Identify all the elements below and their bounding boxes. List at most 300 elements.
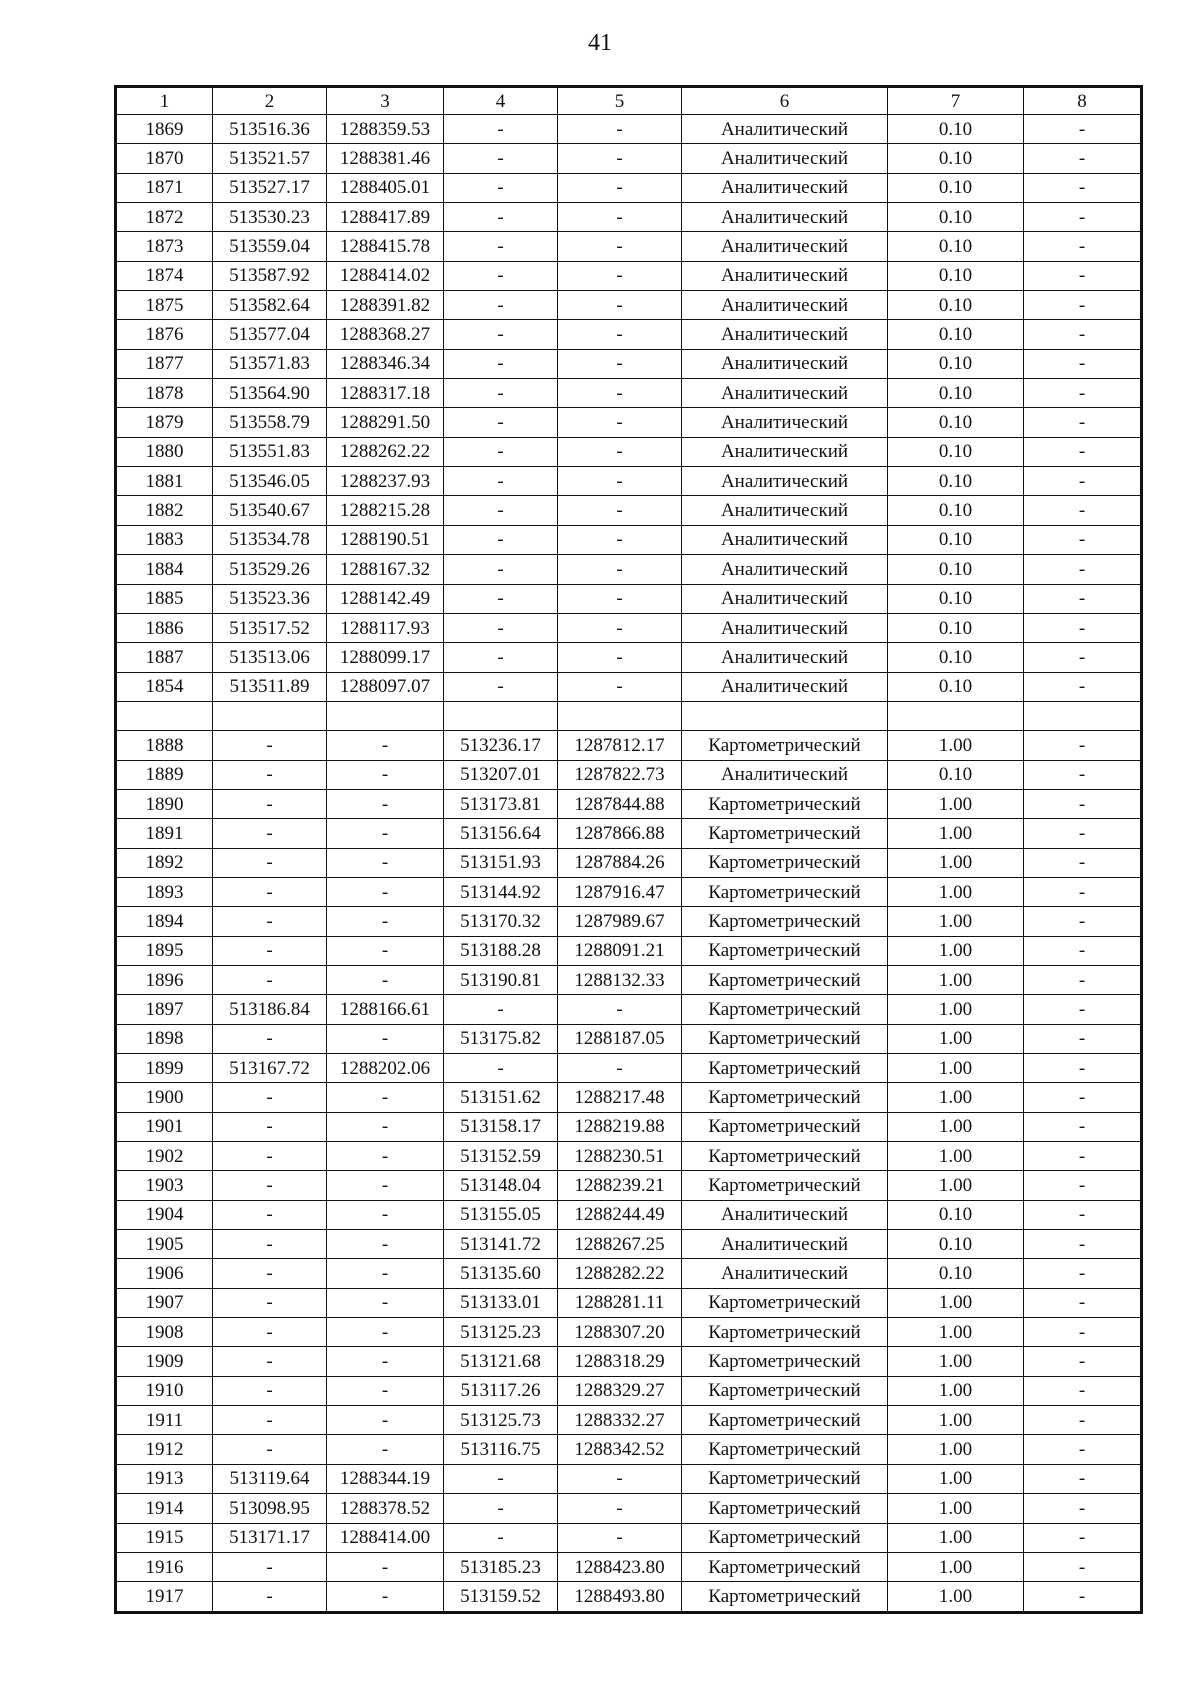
table-cell-col-4: - bbox=[444, 555, 558, 584]
table-row bbox=[116, 555, 1142, 584]
table-cell-col-1: 1873 bbox=[116, 232, 213, 261]
table-cell-col-5: 1287822.73 bbox=[558, 760, 682, 789]
table-cell-col-3: - bbox=[327, 1259, 444, 1288]
table-cell-col-2: 513098.95 bbox=[213, 1494, 327, 1523]
column-header-6: 6 bbox=[682, 87, 888, 115]
table-cell-col-4: - bbox=[444, 173, 558, 202]
table-cell-col-5: - bbox=[558, 408, 682, 437]
table-cell-col-4: 513190.81 bbox=[444, 965, 558, 994]
table-row bbox=[116, 1552, 1142, 1581]
table-cell-col-8: - bbox=[1024, 848, 1142, 877]
table-cell-col-6: Картометрический bbox=[682, 1435, 888, 1464]
table-cell-col-4: 513133.01 bbox=[444, 1288, 558, 1317]
table-cell-col-4: - bbox=[444, 613, 558, 642]
table-cell-col-4: - bbox=[444, 496, 558, 525]
table-cell-col-4: 513188.28 bbox=[444, 936, 558, 965]
table-cell-col-3: 1288097.07 bbox=[327, 672, 444, 701]
table-cell-col-2: - bbox=[213, 1318, 327, 1347]
table-cell-col-4: 513152.59 bbox=[444, 1142, 558, 1171]
table-cell-col-8: - bbox=[1024, 731, 1142, 760]
table-cell-col-2: 513530.23 bbox=[213, 203, 327, 232]
table-cell-col-4: 513144.92 bbox=[444, 877, 558, 906]
table-cell-col-3: 1288167.32 bbox=[327, 555, 444, 584]
table-cell-col-5: 1287884.26 bbox=[558, 848, 682, 877]
table-cell-col-7: 0.10 bbox=[888, 467, 1024, 496]
table-row bbox=[116, 437, 1142, 466]
table-cell-col-6: Аналитический bbox=[682, 525, 888, 554]
table-cell-col-4: 513159.52 bbox=[444, 1582, 558, 1612]
table-cell-col-5: - bbox=[558, 144, 682, 173]
table-cell-col-2: 513540.67 bbox=[213, 496, 327, 525]
table-cell-col-3: - bbox=[327, 1376, 444, 1405]
table-cell-col-5: 1287866.88 bbox=[558, 819, 682, 848]
table-cell-col-3 bbox=[327, 701, 444, 730]
table-row bbox=[116, 672, 1142, 701]
table-cell-col-1: 1885 bbox=[116, 584, 213, 613]
table-cell-col-4: - bbox=[444, 437, 558, 466]
table-cell-col-8: - bbox=[1024, 1376, 1142, 1405]
table-cell-col-1: 1876 bbox=[116, 320, 213, 349]
table-cell-col-5: 1288281.11 bbox=[558, 1288, 682, 1317]
table-cell-col-5: - bbox=[558, 525, 682, 554]
table-cell-col-8 bbox=[1024, 701, 1142, 730]
table-cell-col-2: 513186.84 bbox=[213, 995, 327, 1024]
table-row bbox=[116, 936, 1142, 965]
table-cell-col-4: 513135.60 bbox=[444, 1259, 558, 1288]
table-cell-col-8: - bbox=[1024, 819, 1142, 848]
table-cell-col-3: - bbox=[327, 1435, 444, 1464]
table-cell-col-4: 513148.04 bbox=[444, 1171, 558, 1200]
table-cell-col-1: 1902 bbox=[116, 1142, 213, 1171]
table-row bbox=[116, 379, 1142, 408]
table-cell-col-4: - bbox=[444, 144, 558, 173]
table-row bbox=[116, 144, 1142, 173]
table-row bbox=[116, 701, 1142, 730]
table-row bbox=[116, 1200, 1142, 1229]
table-cell-col-7: 1.00 bbox=[888, 1171, 1024, 1200]
table-cell-col-3: - bbox=[327, 1582, 444, 1612]
table-row bbox=[116, 232, 1142, 261]
table-row bbox=[116, 261, 1142, 290]
table-cell-col-3: 1288346.34 bbox=[327, 349, 444, 378]
table-cell-col-7: 0.10 bbox=[888, 672, 1024, 701]
table-cell-col-3: - bbox=[327, 760, 444, 789]
table-cell-col-7: 0.10 bbox=[888, 1200, 1024, 1229]
table-row bbox=[116, 1582, 1142, 1612]
table-cell-col-8: - bbox=[1024, 1259, 1142, 1288]
table-cell-col-8: - bbox=[1024, 349, 1142, 378]
table-cell-col-8: - bbox=[1024, 437, 1142, 466]
table-row bbox=[116, 115, 1142, 144]
table-cell-col-7: 0.10 bbox=[888, 261, 1024, 290]
table-cell-col-8: - bbox=[1024, 760, 1142, 789]
table-cell-col-6: Картометрический bbox=[682, 1142, 888, 1171]
table-row bbox=[116, 1494, 1142, 1523]
table-cell-col-3: - bbox=[327, 848, 444, 877]
table-cell-col-2: 513119.64 bbox=[213, 1464, 327, 1493]
table-cell-col-2: 513534.78 bbox=[213, 525, 327, 554]
table-cell-col-7: 1.00 bbox=[888, 1494, 1024, 1523]
table-cell-col-8: - bbox=[1024, 408, 1142, 437]
table-cell-col-4: - bbox=[444, 115, 558, 144]
table-cell-col-7: 1.00 bbox=[888, 1112, 1024, 1141]
table-cell-col-8: - bbox=[1024, 203, 1142, 232]
table-cell-col-3: 1288117.93 bbox=[327, 613, 444, 642]
table-cell-col-6: Картометрический bbox=[682, 1406, 888, 1435]
table-cell-col-2: 513171.17 bbox=[213, 1523, 327, 1552]
table-cell-col-5: 1288423.80 bbox=[558, 1552, 682, 1581]
table-cell-col-4: - bbox=[444, 1523, 558, 1552]
table-cell-col-7: 1.00 bbox=[888, 819, 1024, 848]
table-cell-col-3: - bbox=[327, 1552, 444, 1581]
table-cell-col-2 bbox=[213, 701, 327, 730]
table-row bbox=[116, 643, 1142, 672]
table-cell-col-2: - bbox=[213, 877, 327, 906]
table-cell-col-3: 1288405.01 bbox=[327, 173, 444, 202]
table-cell-col-1: 1882 bbox=[116, 496, 213, 525]
table-cell-col-2: 513529.26 bbox=[213, 555, 327, 584]
table-body bbox=[116, 115, 1142, 1613]
table-cell-col-2: - bbox=[213, 1288, 327, 1317]
table-cell-col-5: 1288267.25 bbox=[558, 1230, 682, 1259]
table-cell-col-4: 513156.64 bbox=[444, 819, 558, 848]
table-row bbox=[116, 1259, 1142, 1288]
table-cell-col-6: Аналитический bbox=[682, 261, 888, 290]
table-cell-col-7: 0.10 bbox=[888, 173, 1024, 202]
table-cell-col-6: Картометрический bbox=[682, 1024, 888, 1053]
table-cell-col-1: 1915 bbox=[116, 1523, 213, 1552]
table-cell-col-5: 1288187.05 bbox=[558, 1024, 682, 1053]
table-cell-col-7: 0.10 bbox=[888, 760, 1024, 789]
table-cell-col-3: 1288414.02 bbox=[327, 261, 444, 290]
table-cell-col-6: Аналитический bbox=[682, 613, 888, 642]
table-cell-col-5: - bbox=[558, 261, 682, 290]
table-cell-col-2: 513564.90 bbox=[213, 379, 327, 408]
table-cell-col-4: - bbox=[444, 232, 558, 261]
table-cell-col-2: 513167.72 bbox=[213, 1054, 327, 1083]
table-cell-col-2: - bbox=[213, 1230, 327, 1259]
table-cell-col-8: - bbox=[1024, 995, 1142, 1024]
table-row bbox=[116, 1347, 1142, 1376]
table-cell-col-2: 513546.05 bbox=[213, 467, 327, 496]
table-row bbox=[116, 1318, 1142, 1347]
table-cell-col-6: Аналитический bbox=[682, 115, 888, 144]
table-cell-col-5: 1287916.47 bbox=[558, 877, 682, 906]
table-cell-col-4: 513125.23 bbox=[444, 1318, 558, 1347]
table-cell-col-2: - bbox=[213, 1259, 327, 1288]
table-cell-col-3: 1288417.89 bbox=[327, 203, 444, 232]
table-cell-col-3: 1288344.19 bbox=[327, 1464, 444, 1493]
table-cell-col-1: 1914 bbox=[116, 1494, 213, 1523]
table-cell-col-7: 0.10 bbox=[888, 643, 1024, 672]
table-row bbox=[116, 1083, 1142, 1112]
table-cell-col-1: 1911 bbox=[116, 1406, 213, 1435]
table-cell-col-5: 1287989.67 bbox=[558, 907, 682, 936]
table-cell-col-3: 1288368.27 bbox=[327, 320, 444, 349]
table-cell-col-1: 1913 bbox=[116, 1464, 213, 1493]
table-cell-col-2: - bbox=[213, 965, 327, 994]
table-cell-col-2: 513523.36 bbox=[213, 584, 327, 613]
table-cell-col-4: - bbox=[444, 349, 558, 378]
table-cell-col-1: 1903 bbox=[116, 1171, 213, 1200]
table-cell-col-6: Картометрический bbox=[682, 1288, 888, 1317]
table-cell-col-1: 1883 bbox=[116, 525, 213, 554]
table-cell-col-4: 513158.17 bbox=[444, 1112, 558, 1141]
table-cell-col-8: - bbox=[1024, 1523, 1142, 1552]
table-cell-col-7: 0.10 bbox=[888, 525, 1024, 554]
table-cell-col-5: 1288132.33 bbox=[558, 965, 682, 994]
table-cell-col-4: - bbox=[444, 467, 558, 496]
table-cell-col-7: 0.10 bbox=[888, 349, 1024, 378]
table-cell-col-6: Аналитический bbox=[682, 320, 888, 349]
table-row bbox=[116, 408, 1142, 437]
table-cell-col-4: - bbox=[444, 995, 558, 1024]
table-row bbox=[116, 467, 1142, 496]
table-cell-col-8: - bbox=[1024, 1230, 1142, 1259]
table-cell-col-3: 1288262.22 bbox=[327, 437, 444, 466]
table-cell-col-6: Картометрический bbox=[682, 1318, 888, 1347]
table-cell-col-1: 1891 bbox=[116, 819, 213, 848]
table-cell-col-5: - bbox=[558, 379, 682, 408]
table-cell-col-5: - bbox=[558, 1494, 682, 1523]
table-row bbox=[116, 907, 1142, 936]
table-cell-col-8: - bbox=[1024, 467, 1142, 496]
table-cell-col-4: 513117.26 bbox=[444, 1376, 558, 1405]
table-cell-col-6: Аналитический bbox=[682, 496, 888, 525]
table-cell-col-4: 513170.32 bbox=[444, 907, 558, 936]
table-row bbox=[116, 349, 1142, 378]
table-cell-col-5 bbox=[558, 701, 682, 730]
table-cell-col-8: - bbox=[1024, 555, 1142, 584]
table-cell-col-5: 1288239.21 bbox=[558, 1171, 682, 1200]
table-cell-col-2: 513551.83 bbox=[213, 437, 327, 466]
table-cell-col-5: 1288342.52 bbox=[558, 1435, 682, 1464]
table-row bbox=[116, 1435, 1142, 1464]
table-cell-col-1: 1871 bbox=[116, 173, 213, 202]
table-cell-col-7: 0.10 bbox=[888, 115, 1024, 144]
table-cell-col-8: - bbox=[1024, 173, 1142, 202]
coordinates-table bbox=[114, 85, 1143, 1614]
table-cell-col-2: 513516.36 bbox=[213, 115, 327, 144]
table-cell-col-7: 0.10 bbox=[888, 379, 1024, 408]
table-cell-col-1: 1898 bbox=[116, 1024, 213, 1053]
table-row bbox=[116, 584, 1142, 613]
table-cell-col-7: 1.00 bbox=[888, 1464, 1024, 1493]
table-row bbox=[116, 173, 1142, 202]
table-cell-col-7: 0.10 bbox=[888, 1259, 1024, 1288]
table-row bbox=[116, 203, 1142, 232]
table-cell-col-4: 513185.23 bbox=[444, 1552, 558, 1581]
table-cell-col-6: Аналитический bbox=[682, 437, 888, 466]
table-cell-col-2: - bbox=[213, 907, 327, 936]
table-cell-col-7: 1.00 bbox=[888, 1582, 1024, 1612]
table-cell-col-4: - bbox=[444, 203, 558, 232]
table-cell-col-2: 513582.64 bbox=[213, 291, 327, 320]
table-cell-col-4: 513151.93 bbox=[444, 848, 558, 877]
table-cell-col-5: 1288318.29 bbox=[558, 1347, 682, 1376]
table-cell-col-6: Аналитический bbox=[682, 291, 888, 320]
table-cell-col-5: 1288493.80 bbox=[558, 1582, 682, 1612]
table-cell-col-1: 1881 bbox=[116, 467, 213, 496]
table-cell-col-8: - bbox=[1024, 525, 1142, 554]
table-cell-col-8: - bbox=[1024, 1083, 1142, 1112]
table-cell-col-2: - bbox=[213, 936, 327, 965]
table-cell-col-4: - bbox=[444, 1464, 558, 1493]
table-cell-col-6: Аналитический bbox=[682, 467, 888, 496]
column-header-3: 3 bbox=[327, 87, 444, 115]
table-cell-col-6: Аналитический bbox=[682, 760, 888, 789]
table-cell-col-5: 1287812.17 bbox=[558, 731, 682, 760]
table-cell-col-8: - bbox=[1024, 613, 1142, 642]
table-cell-col-7: 1.00 bbox=[888, 1083, 1024, 1112]
table-cell-col-3: - bbox=[327, 819, 444, 848]
table-row bbox=[116, 1171, 1142, 1200]
table-row bbox=[116, 525, 1142, 554]
table-row bbox=[116, 291, 1142, 320]
table-cell-col-5: 1288217.48 bbox=[558, 1083, 682, 1112]
table-cell-col-5: - bbox=[558, 613, 682, 642]
table-row bbox=[116, 848, 1142, 877]
table-cell-col-2: - bbox=[213, 1083, 327, 1112]
table-cell-col-4: 513173.81 bbox=[444, 789, 558, 818]
table-cell-col-8: - bbox=[1024, 1024, 1142, 1053]
table-cell-col-5: 1288091.21 bbox=[558, 936, 682, 965]
table-cell-col-7: 1.00 bbox=[888, 877, 1024, 906]
table-cell-col-8: - bbox=[1024, 1200, 1142, 1229]
table-cell-col-5: - bbox=[558, 496, 682, 525]
table-cell-col-6: Картометрический bbox=[682, 995, 888, 1024]
table-cell-col-8: - bbox=[1024, 1142, 1142, 1171]
table-cell-col-7: 0.10 bbox=[888, 291, 1024, 320]
table-cell-col-5: 1288219.88 bbox=[558, 1112, 682, 1141]
table-cell-col-3: - bbox=[327, 1406, 444, 1435]
table-cell-col-7: 1.00 bbox=[888, 907, 1024, 936]
table-cell-col-4 bbox=[444, 701, 558, 730]
table-cell-col-1: 1890 bbox=[116, 789, 213, 818]
table-cell-col-6: Картометрический bbox=[682, 848, 888, 877]
table-cell-col-2: - bbox=[213, 1435, 327, 1464]
table-cell-col-8: - bbox=[1024, 261, 1142, 290]
table-cell-col-6: Аналитический bbox=[682, 379, 888, 408]
table-cell-col-6: Картометрический bbox=[682, 1083, 888, 1112]
table-cell-col-1: 1872 bbox=[116, 203, 213, 232]
table-cell-col-3: 1288391.82 bbox=[327, 291, 444, 320]
table-cell-col-4: - bbox=[444, 408, 558, 437]
table-row bbox=[116, 1142, 1142, 1171]
table-cell-col-6: Аналитический bbox=[682, 144, 888, 173]
table-cell-col-1: 1879 bbox=[116, 408, 213, 437]
table-cell-col-8: - bbox=[1024, 232, 1142, 261]
table-cell-col-3: - bbox=[327, 936, 444, 965]
table-cell-col-4: 513155.05 bbox=[444, 1200, 558, 1229]
table-cell-col-1: 1887 bbox=[116, 643, 213, 672]
table-row bbox=[116, 1024, 1142, 1053]
table-cell-col-2: 513527.17 bbox=[213, 173, 327, 202]
table-cell-col-5: - bbox=[558, 173, 682, 202]
table-cell-col-3: 1288190.51 bbox=[327, 525, 444, 554]
table-cell-col-7: 0.10 bbox=[888, 613, 1024, 642]
table-cell-col-3: 1288215.28 bbox=[327, 496, 444, 525]
table-cell-col-6: Картометрический bbox=[682, 1582, 888, 1612]
table-header bbox=[116, 87, 1142, 115]
table-cell-col-2: 513511.89 bbox=[213, 672, 327, 701]
table-cell-col-3: 1288291.50 bbox=[327, 408, 444, 437]
table-cell-col-6: Аналитический bbox=[682, 672, 888, 701]
table-cell-col-5: - bbox=[558, 232, 682, 261]
table-cell-col-1: 1912 bbox=[116, 1435, 213, 1464]
table-cell-col-2: - bbox=[213, 1112, 327, 1141]
table-cell-col-2: - bbox=[213, 1171, 327, 1200]
table-cell-col-6: Аналитический bbox=[682, 555, 888, 584]
table-cell-col-7: 1.00 bbox=[888, 1024, 1024, 1053]
table-cell-col-6: Аналитический bbox=[682, 1259, 888, 1288]
table-cell-col-4: - bbox=[444, 584, 558, 613]
table-cell-col-2: 513517.52 bbox=[213, 613, 327, 642]
table-cell-col-7: 1.00 bbox=[888, 1552, 1024, 1581]
table-cell-col-8: - bbox=[1024, 144, 1142, 173]
table-cell-col-6: Аналитический bbox=[682, 203, 888, 232]
table-cell-col-7: 1.00 bbox=[888, 1054, 1024, 1083]
table-cell-col-6: Аналитический bbox=[682, 1200, 888, 1229]
table-cell-col-3: 1288378.52 bbox=[327, 1494, 444, 1523]
table-cell-col-2: 513559.04 bbox=[213, 232, 327, 261]
column-header-1: 1 bbox=[116, 87, 213, 115]
table-row bbox=[116, 965, 1142, 994]
table-cell-col-1: 1878 bbox=[116, 379, 213, 408]
table-cell-col-7: 1.00 bbox=[888, 789, 1024, 818]
table-cell-col-7: 1.00 bbox=[888, 1406, 1024, 1435]
table-cell-col-8: - bbox=[1024, 1171, 1142, 1200]
table-cell-col-5: - bbox=[558, 437, 682, 466]
table-cell-col-3: - bbox=[327, 1024, 444, 1053]
table-cell-col-2: 513521.57 bbox=[213, 144, 327, 173]
table-cell-col-1: 1897 bbox=[116, 995, 213, 1024]
table-cell-col-1: 1906 bbox=[116, 1259, 213, 1288]
table-cell-col-4: 513125.73 bbox=[444, 1406, 558, 1435]
table-cell-col-1: 1916 bbox=[116, 1552, 213, 1581]
table-cell-col-3: - bbox=[327, 789, 444, 818]
table-cell-col-8: - bbox=[1024, 936, 1142, 965]
table-row bbox=[116, 1054, 1142, 1083]
table-cell-col-7: 0.10 bbox=[888, 144, 1024, 173]
table-cell-col-7: 1.00 bbox=[888, 1435, 1024, 1464]
table-cell-col-1: 1910 bbox=[116, 1376, 213, 1405]
table-cell-col-4: - bbox=[444, 291, 558, 320]
table-cell-col-2: - bbox=[213, 1347, 327, 1376]
table-cell-col-8: - bbox=[1024, 1288, 1142, 1317]
table-cell-col-6: Картометрический bbox=[682, 936, 888, 965]
table-cell-col-4: 513175.82 bbox=[444, 1024, 558, 1053]
table-cell-col-7: 0.10 bbox=[888, 408, 1024, 437]
table-cell-col-1: 1909 bbox=[116, 1347, 213, 1376]
table-cell-col-4: - bbox=[444, 672, 558, 701]
table-cell-col-8: - bbox=[1024, 115, 1142, 144]
table-row bbox=[116, 877, 1142, 906]
table-cell-col-6: Картометрический bbox=[682, 1376, 888, 1405]
table-cell-col-8: - bbox=[1024, 1494, 1142, 1523]
table-cell-col-3: 1288359.53 bbox=[327, 115, 444, 144]
table-cell-col-2: - bbox=[213, 819, 327, 848]
table-cell-col-3: 1288381.46 bbox=[327, 144, 444, 173]
table-cell-col-5: - bbox=[558, 467, 682, 496]
table-cell-col-5: 1288244.49 bbox=[558, 1200, 682, 1229]
table-cell-col-6 bbox=[682, 701, 888, 730]
table-cell-col-4: 513116.75 bbox=[444, 1435, 558, 1464]
table-cell-col-1: 1894 bbox=[116, 907, 213, 936]
table-cell-col-7: 1.00 bbox=[888, 1142, 1024, 1171]
table-cell-col-5: 1288230.51 bbox=[558, 1142, 682, 1171]
table-cell-col-5: - bbox=[558, 1054, 682, 1083]
